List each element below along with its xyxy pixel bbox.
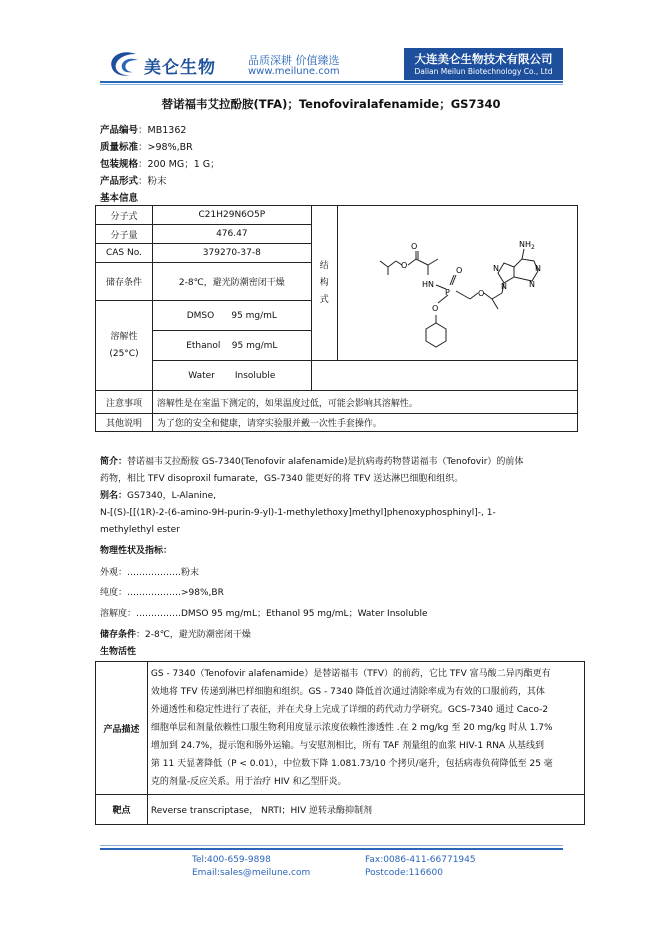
website-link[interactable]: www.meilune.com (248, 66, 340, 77)
atom-o-phosphoryl: O (456, 266, 463, 275)
company-name-en: Dalian Meilun Biotechnology Co., Ltd (414, 67, 553, 76)
company-name-cn: 大连美仑生物技术有限公司 (414, 52, 553, 66)
atom-o-ester: O (401, 261, 408, 270)
company-banner (404, 48, 563, 80)
intro-text-1: 替诺福韦艾拉酚胺 GS-7340(Tenofovir alafenamide)是抗病毒药物替诺福韦（Tenofovir）的前体 (127, 457, 524, 467)
physical-heading: 物理性状及指标： (100, 546, 173, 556)
purity-row: 纯度：………………>98%,BR (100, 588, 224, 598)
formula-value: C21H29N6O5P (152, 206, 311, 225)
chemical-structure-diagram (338, 213, 574, 383)
solubility-temp: (25°C) (109, 348, 139, 359)
description-label: 产品描述 (96, 662, 148, 795)
atom-nh2-main: NH (519, 240, 531, 249)
quality-row (100, 139, 193, 153)
solubility-dmso: DMSO 95 mg/mL (152, 301, 311, 331)
structure-label (311, 206, 337, 361)
storage-row-label: 储存条件 (100, 630, 137, 640)
intro-line-1 (100, 454, 570, 471)
atom-p: P (445, 288, 450, 297)
alias-label: 别名： (100, 491, 128, 501)
bio-activity-table (95, 661, 585, 825)
pack-label: 包装规格 (100, 159, 139, 170)
description-line: 增加到 24.7%，提示饱和肠外运输。与安慰剂相比，所有 TAF 剂量组的血浆 HIV-1 RNA 从基线到 (150, 741, 544, 751)
pack-row (100, 156, 220, 170)
solubility-label-cell (96, 301, 153, 391)
description-line: 克的剂量-反应关系。用于治疗 HIV 和乙型肝炎。 (150, 777, 347, 787)
other-value: 为了您的安全和健康，请穿实验服并戴一次性手套操作。 (152, 414, 577, 432)
atom-o-phenoxy: O (432, 304, 439, 313)
solubility-row: 溶解度：……………DMSO 95 mg/mL；Ethanol 95 mg/mL；Water Insoluble (100, 609, 428, 619)
description-cell (147, 662, 584, 795)
footer-tel: Tel:400-659-9898 (192, 855, 271, 865)
header-divider-thin (100, 84, 563, 85)
bio-heading: 生物活性 (100, 647, 137, 657)
notes-label: 注意事项 (96, 391, 153, 414)
document-title: 替诺福韦艾拉酚胺(TFA)；Tenofoviralafenamide；GS7340 (161, 97, 501, 111)
solubility-ethanol: Ethanol 95 mg/mL (152, 331, 311, 361)
structure-label-1: 结 (319, 260, 329, 271)
mw-value: 476.47 (152, 225, 311, 244)
intro-label: 简介： (100, 457, 128, 467)
atom-nh2 (519, 240, 535, 251)
basic-info-heading: 基本信息 (100, 193, 139, 204)
structure-label-2: 构 (319, 277, 329, 288)
footer-postcode: Postcode:116600 (365, 868, 443, 878)
description-line: 效地将 TFV 传递到淋巴样细胞和组织。GS - 7340 降低首次通过清除率成为有效的口服前药，其体 (150, 687, 545, 697)
cas-value: 379270-37-8 (152, 244, 311, 263)
cas-label: CAS No. (96, 244, 153, 263)
header-divider (100, 81, 563, 83)
solubility-label: 溶解性 (110, 331, 138, 342)
atom-n9: N (501, 282, 507, 291)
structure-label-3: 式 (319, 294, 329, 305)
product-code-label: 产品编号 (100, 125, 139, 136)
footer-fax: Fax:0086-411-66771945 (365, 855, 476, 865)
solubility-water: Water Insoluble (152, 361, 311, 391)
intro-paragraph (100, 454, 570, 539)
product-code-value: ：MB1362 (138, 125, 187, 136)
alias-text-1: GS7340，L-Alanine, (127, 491, 216, 501)
description-line: 外通透性和稳定性进行了表征，并在犬身上完成了详细的药代动力学研究。GCS-7340 通过 Caco-2 (150, 705, 549, 715)
description-line: GS - 7340（Tenofovir alafenamide）是替诺福韦（TFV）的前药，它比 TFV 富马酸二异丙酯更有 (150, 669, 551, 679)
atom-n3: N (529, 280, 535, 289)
footer-divider (100, 848, 563, 850)
slogan: 品质深耕 价值臻选 (248, 54, 340, 67)
mw-label: 分子量 (96, 225, 153, 244)
appearance-row: 外观：………………粉末 (100, 568, 200, 578)
footer-divider-thin (100, 845, 563, 846)
form-value: ：粉末 (138, 176, 167, 187)
form-row (100, 173, 167, 187)
target-label: 靶点 (96, 795, 148, 825)
pack-value: ：200 MG；1 G； (138, 159, 220, 170)
intro-text-2: 药物，相比 TFV disoproxil fumarate，GS-7340 能更好的将 TFV 送达淋巴细胞和组织。 (100, 474, 464, 484)
storage-row-value: ：2-8℃，避光防潮密闭干燥 (136, 630, 251, 640)
storage-row (100, 627, 251, 644)
atom-n1: N (535, 264, 541, 273)
meilun-logo-icon (106, 50, 142, 78)
notes-value: 溶解性是在室温下测定的，如果温度过低，可能会影响其溶解性。 (152, 391, 577, 414)
form-label: 产品形式 (100, 176, 139, 187)
atom-hn: HN (422, 280, 434, 289)
alias-text-2: N-[(S)-[[(1R)-2-(6-amino-9H-purin-9-yl)-1-methylethoxy]methyl]phenoxyphosphinyl]-, 1- (100, 508, 496, 518)
target-value: Reverse transcriptase， NRTI；HIV 逆转录酶抑制剂 (147, 795, 584, 825)
quality-label: 质量标准 (100, 142, 139, 153)
storage-value: 2-8℃，避光防潮密闭干燥 (152, 263, 311, 301)
product-code-row (100, 122, 186, 136)
formula-label: 分子式 (96, 206, 153, 225)
atom-nh2-subscript: 2 (531, 244, 535, 251)
storage-label: 储存条件 (96, 263, 153, 301)
atom-n7: N (493, 264, 499, 273)
atom-o-carbonyl: O (411, 242, 418, 251)
footer-email[interactable]: Email:sales@meilune.com (192, 868, 311, 878)
description-line: 细胞单层和剂量依赖性口服生物利用度显示浓度依赖性渗透性 .在 2 mg/kg 至 20 mg/kg 时从 1.7% (150, 723, 553, 733)
alias-text-3: methylethyl ester (100, 525, 180, 535)
other-label: 其他说明 (96, 414, 153, 432)
description-line: 第 11 天显著降低（P < 0.01），中位数下降 1.081.73/10 个拷贝/毫升，包括病毒负荷降低至 25 毫 (150, 759, 553, 769)
atom-o-ether: O (478, 289, 485, 298)
alias-line-1 (100, 488, 570, 505)
quality-value: ：>98%,BR (138, 142, 193, 153)
brand-name: 美仑生物 (144, 58, 216, 78)
